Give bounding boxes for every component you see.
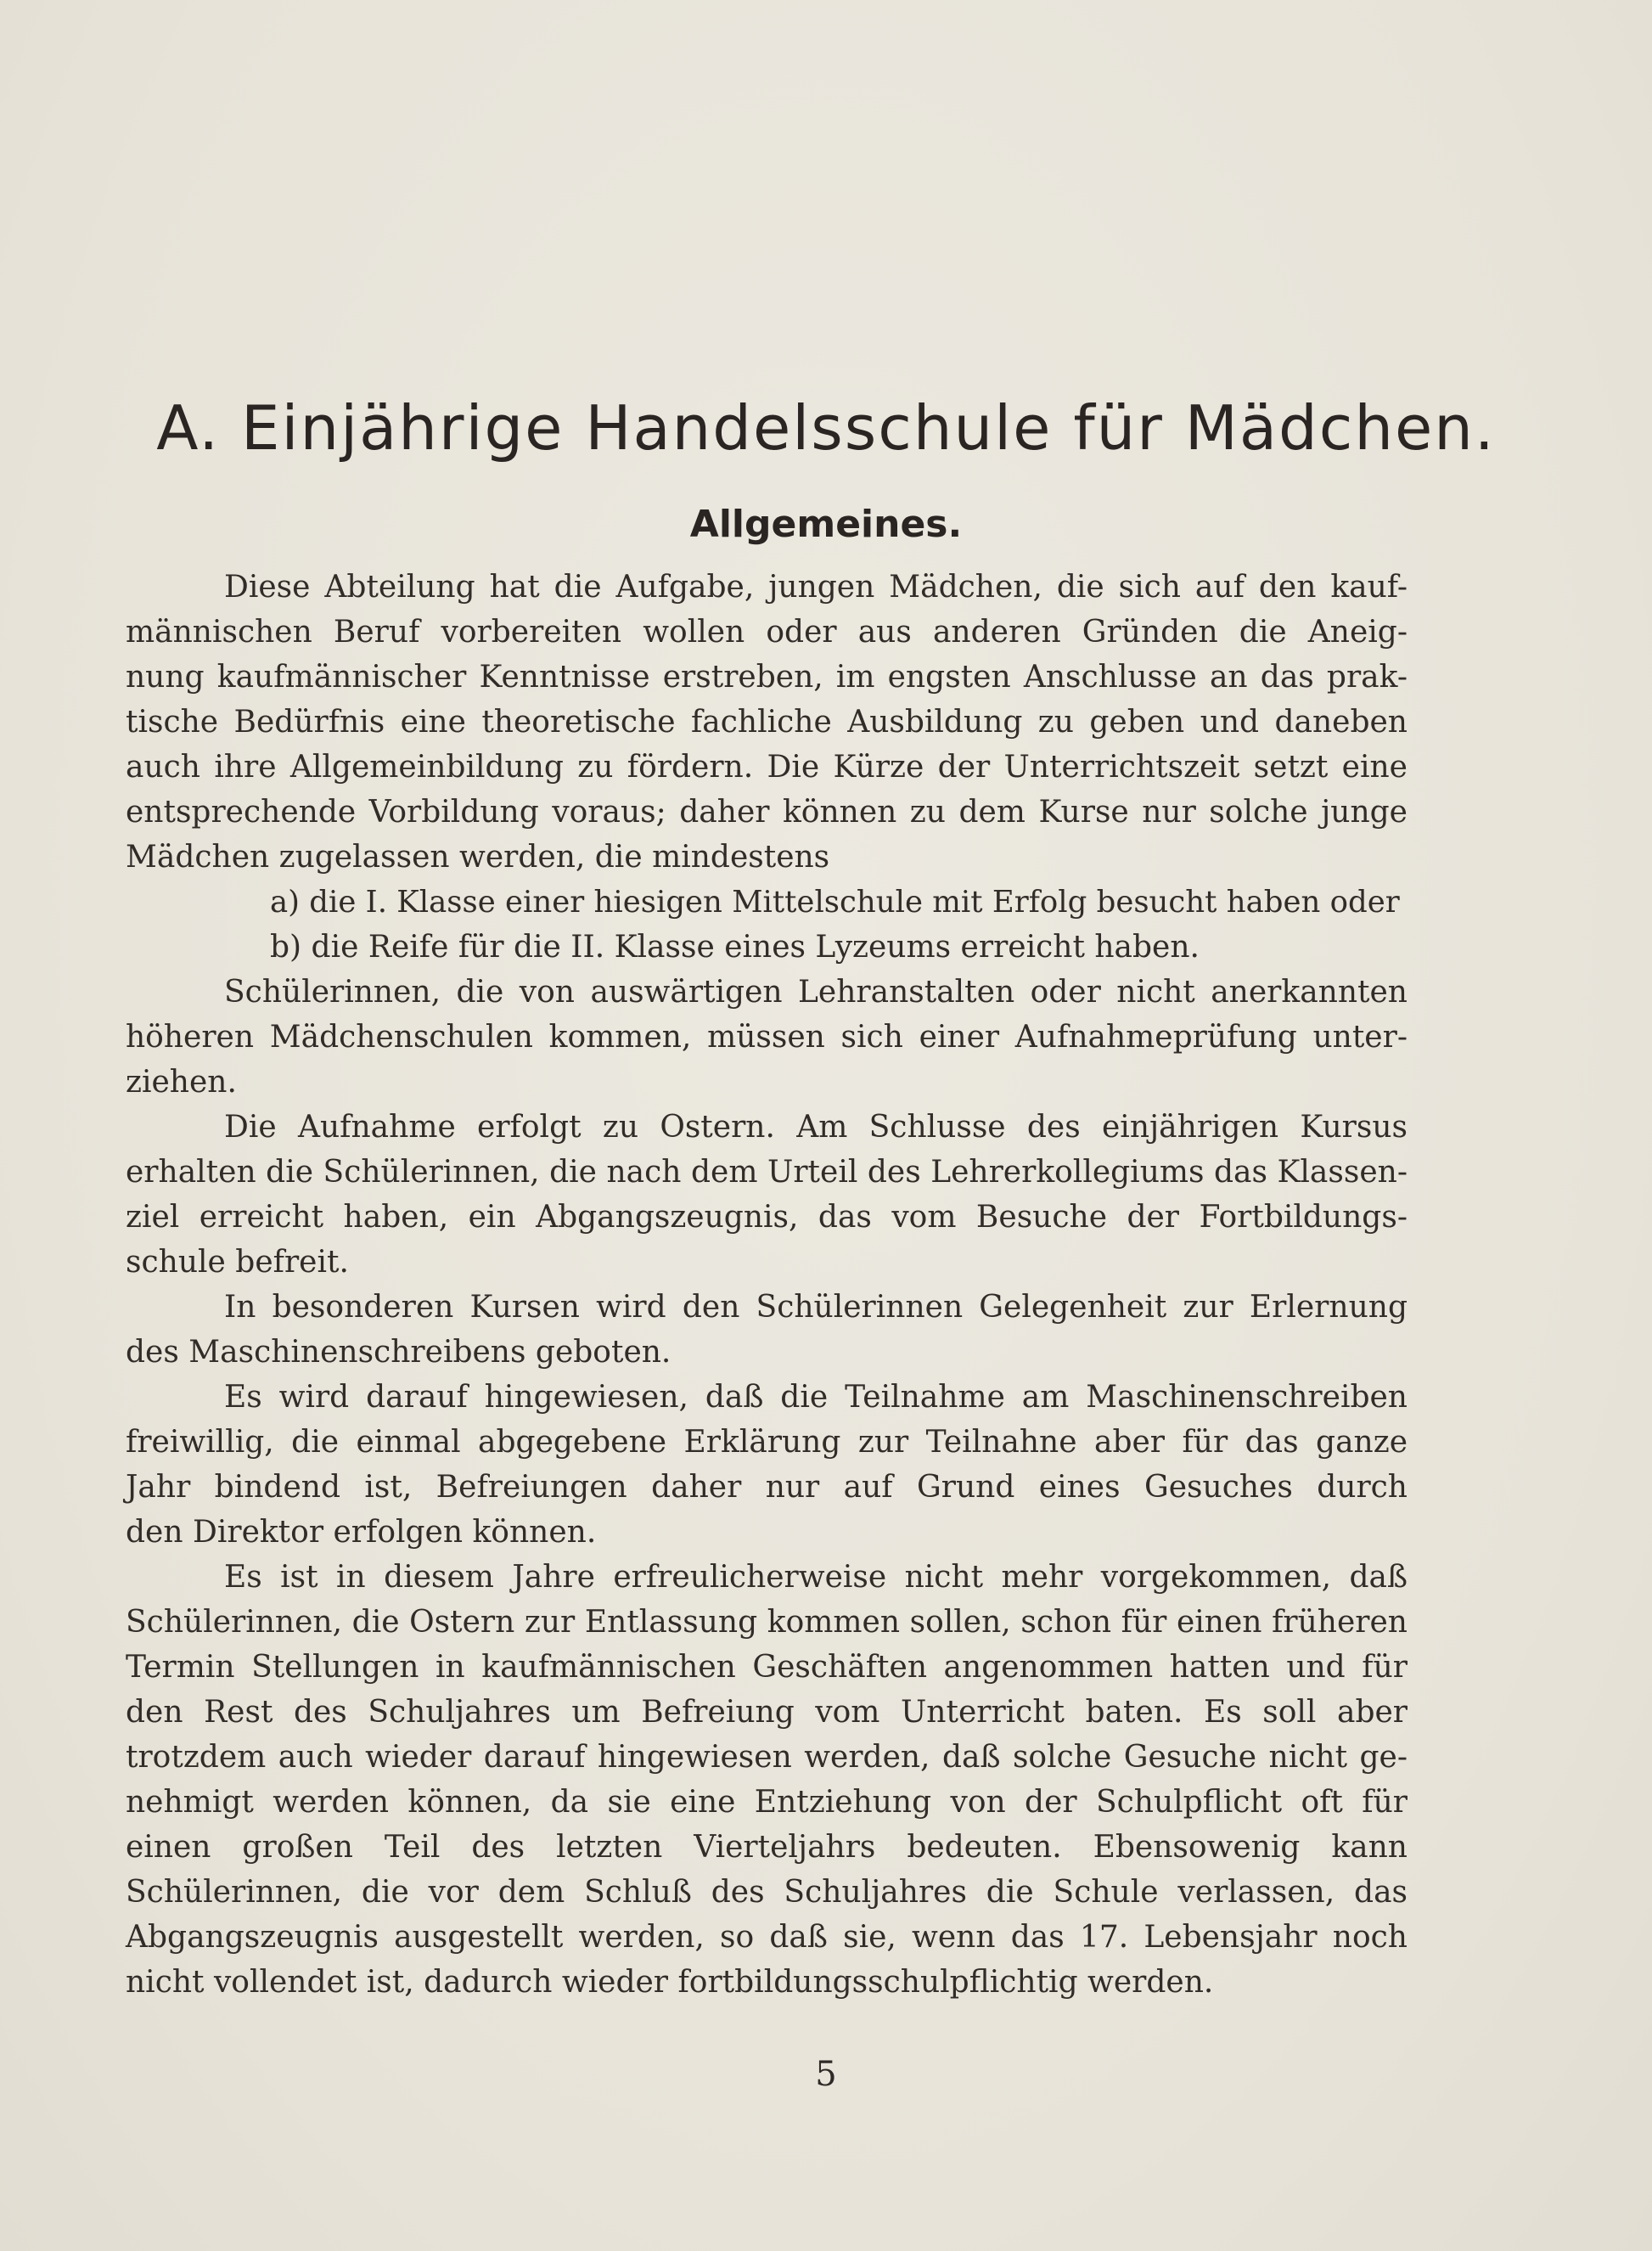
body-text: [126, 565, 1408, 2005]
text-line: höheren Mädchenschulen kommen, müssen sich einer Aufnahmeprüfung unter-: [126, 1020, 1408, 1055]
text-line: Es wird darauf hingewiesen, daß die Teilnahme am Maschinenschreiben: [224, 1380, 1408, 1415]
text-line: tische Bedürfnis eine theoretische fachliche Ausbildung zu geben und daneben: [126, 705, 1408, 740]
text-line: In besonderen Kursen wird den Schülerinnen Gelegenheit zur Erlernung: [224, 1290, 1408, 1325]
text-line: nung kaufmännischer Kenntnisse erstreben, im engsten Anschlusse an das prak-: [126, 660, 1408, 695]
text-line: den Direktor erfolgen können.: [126, 1515, 597, 1550]
text-line: freiwillig, die einmal abgegebene Erklärung zur Teilnahne aber für das ganze: [126, 1425, 1408, 1460]
page-number: 5: [815, 2055, 837, 2094]
text-line: Schülerinnen, die vor dem Schluß des Schuljahres die Schule verlassen, das: [126, 1875, 1408, 1910]
text-line: des Maschinenschreibens geboten.: [126, 1335, 671, 1370]
text-line: ziehen.: [126, 1065, 237, 1100]
page-title: A. Einjährige Handelsschule für Mädchen.: [156, 392, 1496, 464]
text-line: Diese Abteilung hat die Aufgabe, jungen Mädchen, die sich auf den kauf-: [224, 570, 1408, 605]
text-line: einen großen Teil des letzten Vierteljahrs bedeuten. Ebensowenig kann: [126, 1830, 1408, 1865]
text-line: Jahr bindend ist, Befreiungen daher nur auf Grund eines Gesuches durch: [126, 1470, 1408, 1505]
text-line: nicht vollendet ist, dadurch wieder fortbildungsschulpflichtig werden.: [126, 1965, 1214, 2000]
text-line: nehmigt werden können, da sie eine Entziehung von der Schulpflicht oft für: [126, 1785, 1408, 1820]
text-line: b) die Reife für die II. Klasse eines Lyzeums erreicht haben.: [270, 930, 1200, 965]
text-line: entsprechende Vorbildung voraus; daher können zu dem Kurse nur solche junge: [126, 795, 1408, 830]
text-line: auch ihre Allgemeinbildung zu fördern. Die Kürze der Unterrichtszeit setzt eine: [126, 750, 1408, 785]
text-line: trotzdem auch wieder darauf hingewiesen werden, daß solche Gesuche nicht ge-: [126, 1740, 1408, 1775]
text-line: Termin Stellungen in kaufmännischen Geschäften angenommen hatten und für: [126, 1650, 1408, 1685]
text-line: Abgangszeugnis ausgestellt werden, so daß sie, wenn das 17. Lebensjahr noch: [126, 1920, 1408, 1955]
text-line: Schülerinnen, die Ostern zur Entlassung kommen sollen, schon für einen früheren: [126, 1605, 1408, 1640]
text-line: schule befreit.: [126, 1245, 349, 1280]
text-line: Mädchen zugelassen werden, die mindestens: [126, 840, 830, 875]
text-line: den Rest des Schuljahres um Befreiung vom Unterricht baten. Es soll aber: [126, 1695, 1408, 1730]
text-line: ziel erreicht haben, ein Abgangszeugnis, das vom Besuche der Fortbildungs-: [126, 1200, 1408, 1235]
text-line: a) die I. Klasse einer hiesigen Mittelschule mit Erfolg besucht haben oder: [270, 885, 1400, 920]
text-line: männischen Beruf vorbereiten wollen oder aus anderen Gründen die Aneig-: [126, 615, 1408, 650]
text-line: Es ist in diesem Jahre erfreulicherweise nicht mehr vorgekommen, daß: [224, 1560, 1408, 1595]
text-line: erhalten die Schülerinnen, die nach dem Urteil des Lehrerkollegiums das Klassen-: [126, 1155, 1408, 1190]
section-heading: Allgemeines.: [689, 503, 963, 546]
text-line: Schülerinnen, die von auswärtigen Lehranstalten oder nicht anerkannten: [224, 975, 1408, 1010]
text-line: Die Aufnahme erfolgt zu Ostern. Am Schlusse des einjährigen Kursus: [224, 1110, 1408, 1145]
